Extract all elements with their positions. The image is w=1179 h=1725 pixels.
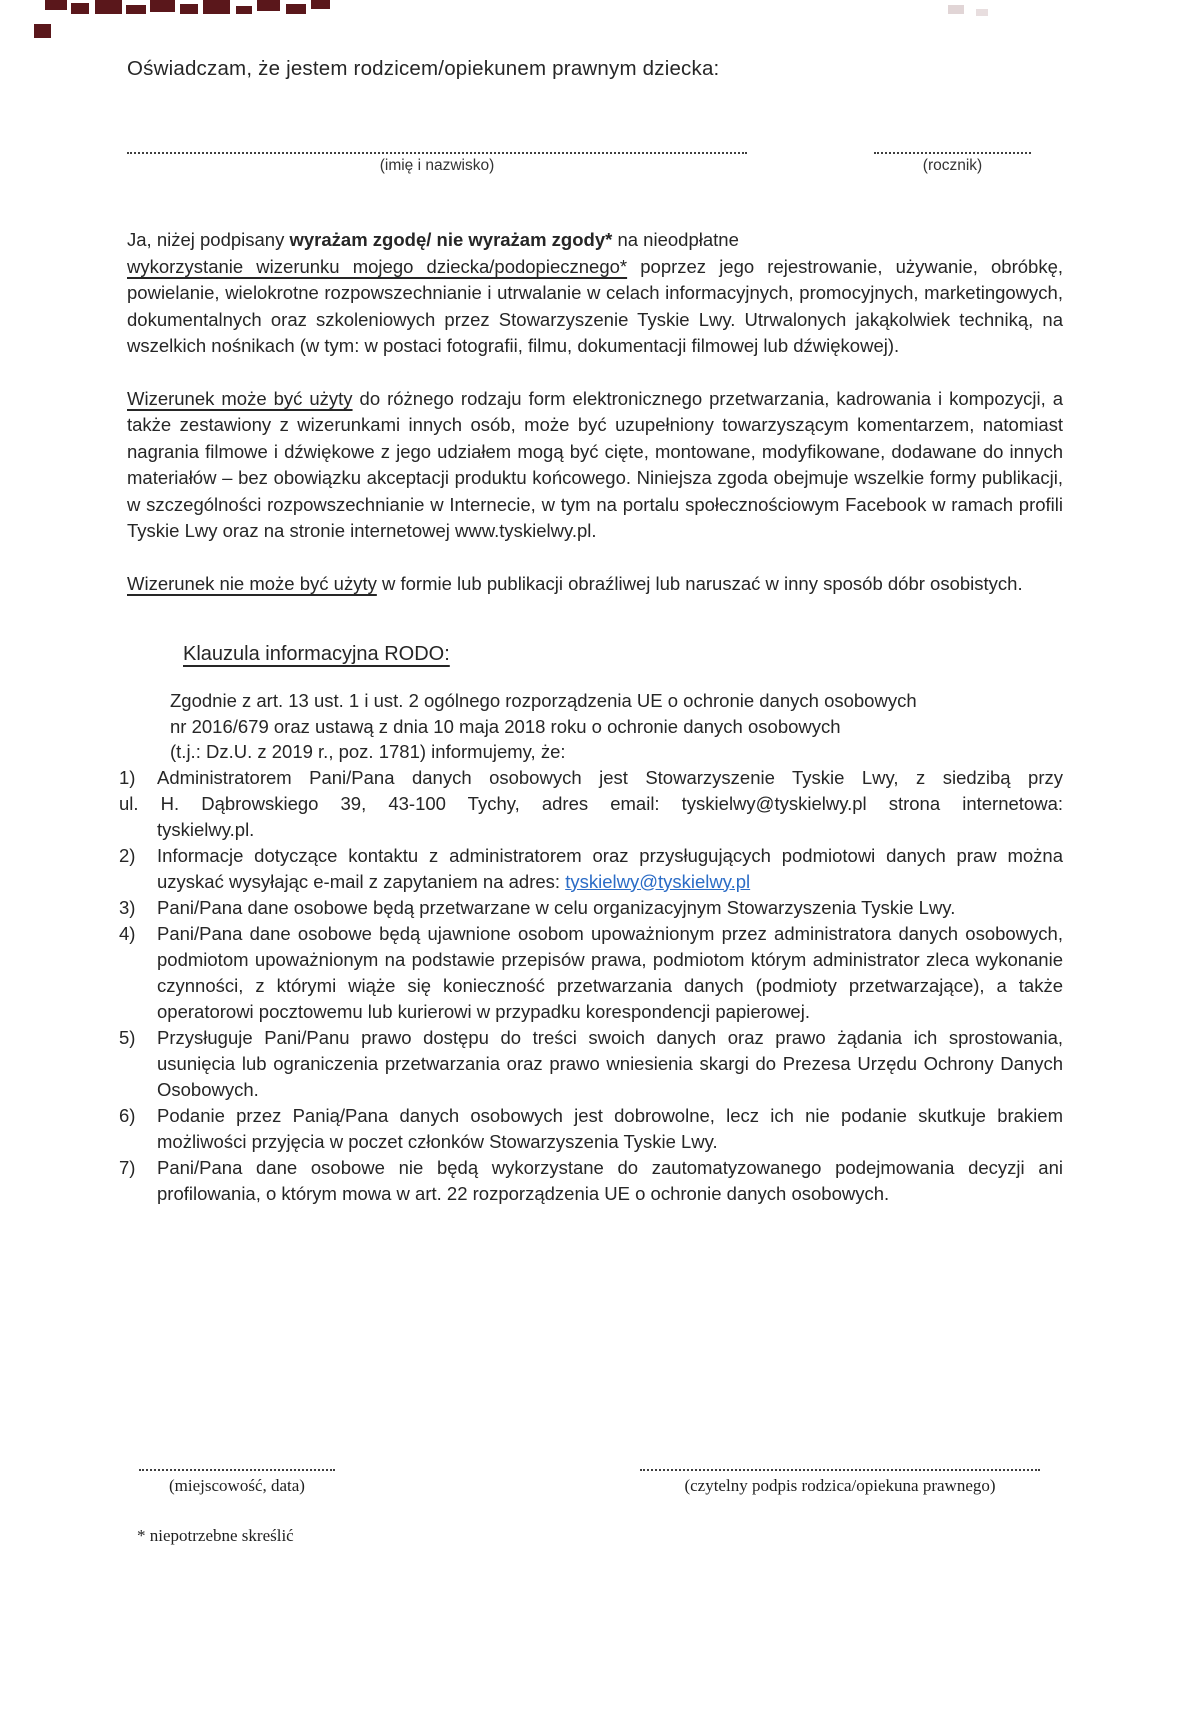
scan-noise-block xyxy=(71,3,89,14)
scan-noise-block xyxy=(45,0,67,10)
signature-label: (czytelny podpis rodzica/opiekuna prawnego) xyxy=(684,1476,996,1495)
asterisk-footnote: * niepotrzebne skreślić xyxy=(137,1526,294,1545)
year-fill-line[interactable] xyxy=(874,145,1031,154)
consent-rest-text: poprzez jego rejestrowanie, używanie, obróbkę, powielanie, wielokrotne rozpowszechnianie i utrwalanie w celach informacyjnych, promocyjnych, marketingowych, dokumentalnych oraz szkoleniowych przez Stowarzyszenie Tyskie Lwy. Utrwalonych jakąkolwiek techniką, na wszelkich nośnikach (w tym: w postaci fotografii, filmu, dokumentacji filmowej lub dźwiękowej). xyxy=(127,255,1063,356)
list-item-text: Przysługuje Pani/Panu prawo dostępu do treści swoich danych oraz prawo żądania ich sprostowania, usunięcia lub ograniczenia przetwarzania oraz prawo wniesienia skargi do Prezesa Urzędu Ochrony Danych Osobowych. xyxy=(157,1026,1063,1100)
consent-paragraph xyxy=(127,227,1063,360)
list-item-text: Administratorem Pani/Pana danych osobowych jest Stowarzyszenie Tyskie Lwy, z siedzibą przy xyxy=(157,766,1063,788)
list-item-number: 4) xyxy=(119,922,136,944)
scan-noise-block xyxy=(95,0,122,14)
signature-block xyxy=(640,1462,1040,1496)
list-item-text xyxy=(157,843,1063,895)
rodo-heading: Klauzula informacyjna RODO: xyxy=(183,643,450,665)
list-item-number: 1) xyxy=(119,766,136,788)
list-item-5 xyxy=(119,1025,1063,1103)
signature-row xyxy=(127,1462,1063,1496)
list-item-number: 7) xyxy=(119,1156,136,1178)
scan-noise-block xyxy=(34,24,51,38)
year-fill-label: (rocznik) xyxy=(922,157,983,174)
place-date-block xyxy=(139,1462,335,1496)
contact-info-text: Informacje dotyczące kontaktu z administratorem oraz przysługujących podmiotowi danych praw można uzyskać wysyłając e-mail z zapytaniem na adres: xyxy=(157,844,1063,892)
address-text: ul. H. Dąbrowskiego 39, 43-100 Tychy, adres email: tyskielwy@tyskielwy.pl strona internetowa: xyxy=(119,792,1063,814)
usage-rest-text: do różnego rodzaju form elektronicznego przetwarzania, kadrowania i kompozycji, a także zestawiony z wizerunkami innych osób, może być uzupełniony towarzyszącym komentarzem, natomiast nagrania filmowe i dźwiękowe z jego udziałem mogą być cięte, montowane, modyfikowane, dodawane do innych materiałów – bez obowiązku akceptacji produktu końcowego. Niniejsza zgoda obejmuje wszelkie formy publikacji, w szczególności rozpowszechnianie w Internecie, w tym na portalu społecznościowym Facebook w ramach profili Tyskie Lwy oraz na stronie internetowej www.tyskielwy.pl. xyxy=(127,387,1064,541)
restriction-underlined-text: Wizerunek nie może być użyty xyxy=(127,572,377,594)
website-text: tyskielwy.pl. xyxy=(157,818,255,840)
list-item-text: Pani/Pana dane osobowe będą przetwarzane w celu organizacyjnym Stowarzyszenia Tyskie Lwy. xyxy=(157,896,956,918)
year-fill-block xyxy=(874,145,1031,175)
restriction-rest-text: w formie lub publikacji obraźliwej lub naruszać w inny sposób dóbr osobistych. xyxy=(376,572,1023,594)
consent-after-choice-text: na nieodpłatne xyxy=(612,229,739,250)
rodo-intro-line: (t.j.: Dz.U. z 2019 r., poz. 1781) informujemy, że: xyxy=(170,741,566,762)
list-item-1 xyxy=(119,765,1063,791)
list-item-3 xyxy=(119,895,1063,921)
list-item-text: Podanie przez Panią/Pana danych osobowych jest dobrowolne, lecz ich nie podanie skutkuje brakiem możliwości przyjęcia w poczet członków Stowarzyszenia Tyskie Lwy. xyxy=(157,1104,1063,1152)
list-item-number: 6) xyxy=(119,1104,136,1126)
rodo-list xyxy=(119,765,1063,1207)
consent-choice-text: wyrażam zgodę/ nie wyrażam zgody* xyxy=(289,229,613,250)
document-content xyxy=(119,0,1064,1207)
list-item-1-continuation xyxy=(119,791,1063,843)
name-fill-block xyxy=(127,145,747,175)
list-item-text: Pani/Pana dane osobowe nie będą wykorzystane do zautomatyzowanego podejmowania decyzji ani profilowania, o którym mowa w art. 22 rozporządzenia UE o ochronie danych osobowych. xyxy=(157,1156,1063,1204)
name-fill-label: (imię i nazwisko) xyxy=(379,157,495,174)
rodo-intro-line: nr 2016/679 oraz ustawą z dnia 10 maja 2018 roku o ochronie danych osobowych xyxy=(170,715,841,737)
name-year-fill-row xyxy=(127,145,1063,175)
list-item-2 xyxy=(119,843,1063,895)
rodo-intro-line: Zgodnie z art. 13 ust. 1 i ust. 2 ogólnego rozporządzenia UE o ochronie danych osobowych xyxy=(170,690,917,711)
email-link[interactable]: tyskielwy@tyskielwy.pl xyxy=(565,870,751,892)
list-item-number: 3) xyxy=(119,896,136,918)
list-item-text: Pani/Pana dane osobowe będą ujawnione osobom upoważnionym przez administratora danych osobowych, podmiotom upoważnionym na podstawie przepisów prawa, podmiotom którym administrator zleca wykonanie czynności, z którymi wiąże się konieczność przetwarzania danych (podmioty przetwarzające), a także operatorowi pocztowemu lub kurierowi w przypadku korespondencji papierowej. xyxy=(157,922,1063,1022)
list-item-7 xyxy=(119,1155,1063,1207)
name-fill-line[interactable] xyxy=(127,145,747,154)
list-item-4 xyxy=(119,921,1063,1025)
list-item-number: 2) xyxy=(119,844,136,866)
declaration-title: Oświadczam, że jestem rodzicem/opiekunem prawnym dziecka: xyxy=(127,57,720,80)
usage-underlined-text: Wizerunek może być użyty xyxy=(127,387,353,409)
signature-fill-line[interactable] xyxy=(640,1462,1040,1471)
consent-intro-text: Ja, niżej podpisany xyxy=(127,229,290,250)
place-date-label: (miejscowość, data) xyxy=(169,1476,305,1495)
restriction-paragraph xyxy=(127,571,1063,598)
consent-underlined-text: wykorzystanie wizerunku mojego dziecka/podopiecznego* xyxy=(127,255,628,277)
signature-section xyxy=(127,1462,1063,1546)
rodo-intro xyxy=(170,688,1063,765)
list-item-6 xyxy=(119,1103,1063,1155)
usage-paragraph xyxy=(127,386,1063,545)
list-item-number: 5) xyxy=(119,1026,136,1048)
place-date-fill-line[interactable] xyxy=(139,1462,335,1471)
